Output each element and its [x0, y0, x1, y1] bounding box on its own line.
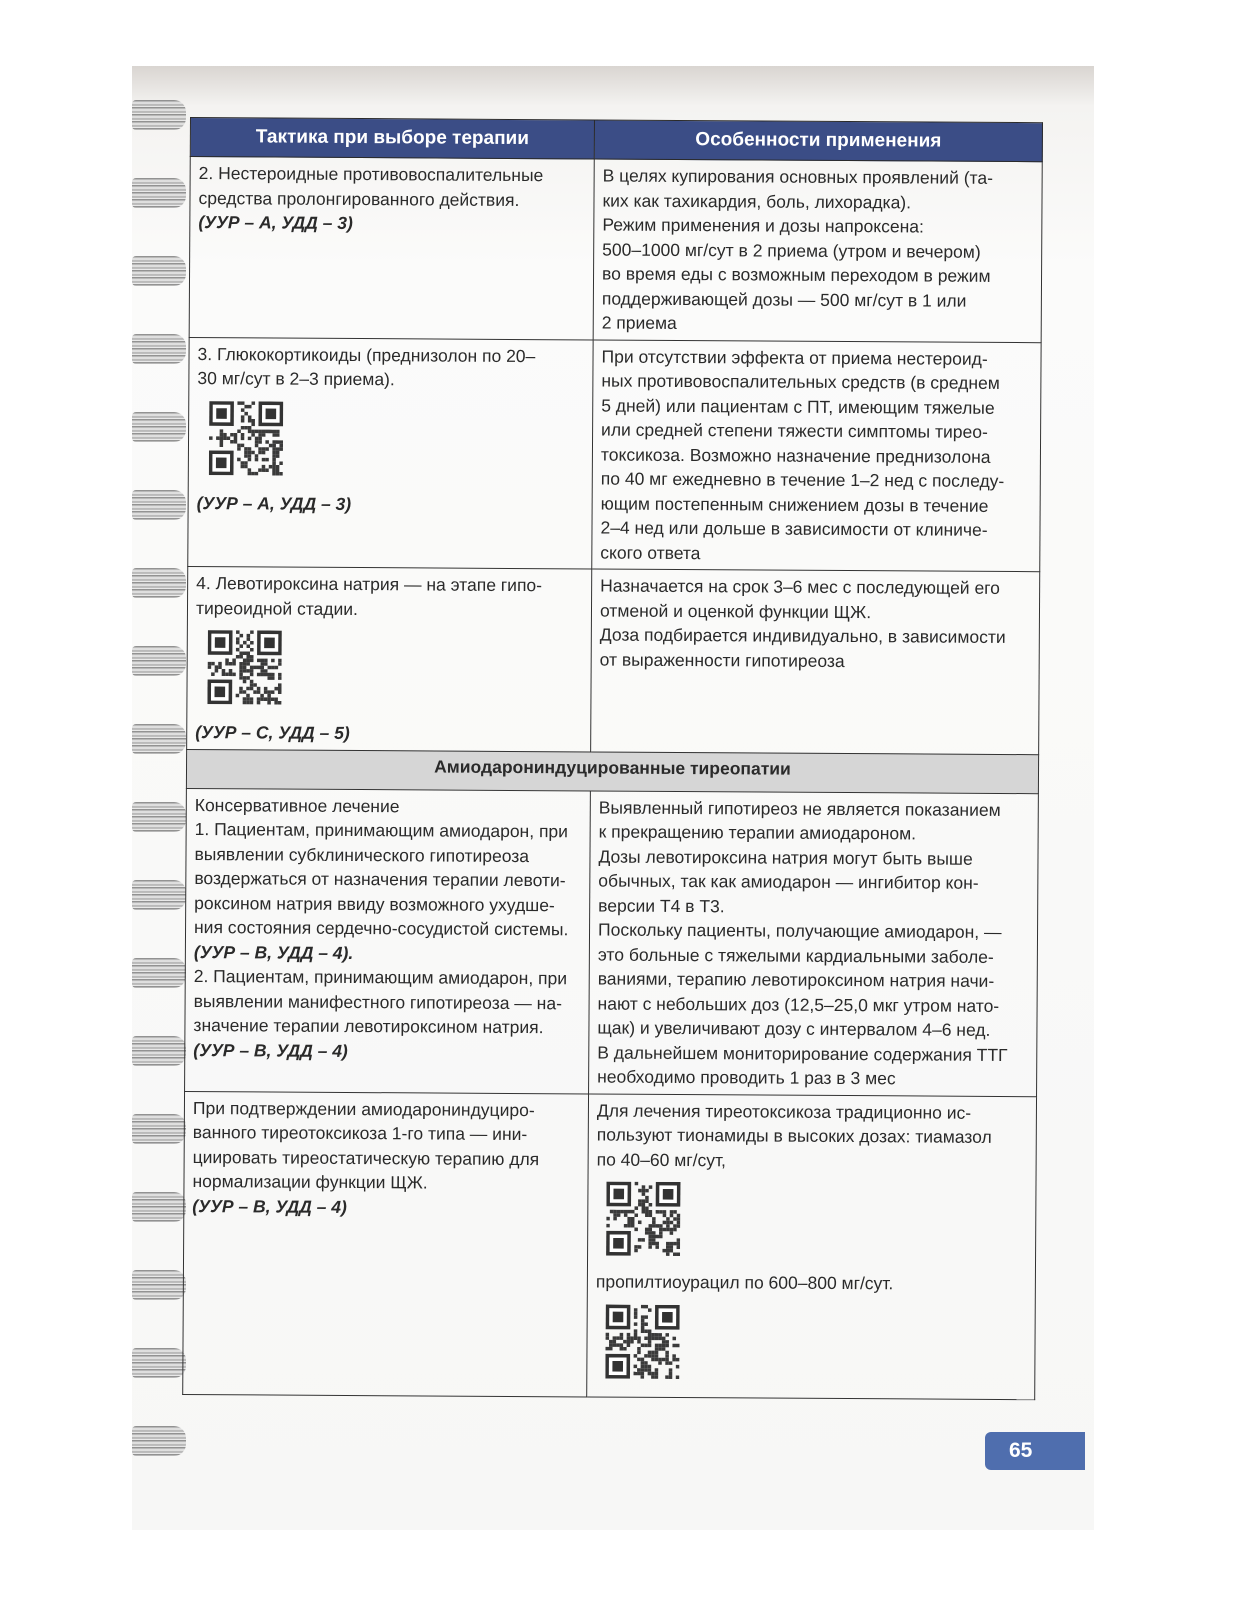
text-line: щак) и увеличивают дозу с интервалом 4–6 нед.: [597, 1017, 991, 1040]
table-cell-tactics: [185, 788, 591, 1093]
text-line: 2–4 нед или дольше в зависимости от клиниче-: [600, 517, 988, 540]
text-line: ваниями, терапию левотироксином натрия начи-: [597, 968, 995, 991]
text-line: от выраженности гипотиреоза: [599, 649, 845, 671]
text-line: выявлении манифестного гипотиреоза — на-: [193, 990, 563, 1013]
table-cell-tactics: [183, 1091, 589, 1396]
text-line: 4. Левотироксина натрия — на этапе гипо-: [196, 573, 543, 596]
text-line: Доза подбирается индивидуально, в зависимости: [599, 624, 1006, 647]
table-cell-tactics: [189, 157, 594, 340]
table-row: [189, 157, 1042, 343]
text-line: это больные с тяжелыми кардиальными заболе-: [597, 944, 994, 967]
therapy-table: [182, 117, 1043, 1400]
table-header-row: [190, 118, 1042, 162]
text-line: поддерживающей дозы — 500 мг/сут в 1 или: [601, 288, 967, 311]
evidence-grade: (УУР – В, УДД – 4): [193, 1039, 348, 1061]
evidence-grade: (УУР – В, УДД – 4): [192, 1195, 347, 1217]
text-line: При подтверждении амиодарониндуциро-: [192, 1097, 535, 1120]
text-line: версии Т4 в Т3.: [598, 895, 725, 916]
text-line: При отсутствии эффекта от приема нестероид-: [601, 346, 988, 369]
text-line: нают с небольших доз (12,5–25,0 мкг утром нато-: [597, 993, 1000, 1016]
text-line: 2 приема: [601, 312, 677, 333]
table-cell-features: [593, 159, 1042, 342]
text-line: циировать тиреостатическую терапию для: [192, 1146, 540, 1169]
text-line: Поскольку пациенты, получающие амиодарон, —: [597, 919, 1002, 942]
text-line: пользуют тионамиды в высоких дозах: тиамазол: [596, 1124, 992, 1147]
qr-code-icon[interactable]: [209, 401, 283, 475]
text-line: В дальнейшем мониторирование содержания ТТГ: [597, 1042, 1008, 1065]
text-line: средства пролонгированного действия.: [198, 187, 520, 210]
qr-code-icon[interactable]: [605, 1304, 679, 1378]
table-cell-features: [589, 790, 1039, 1096]
text-line: воздержаться от назначения терапии левоти-: [194, 868, 566, 891]
text-line: 1. Пациентам, принимающим амиодарон, при: [194, 819, 569, 842]
header-features: Особенности применения: [594, 120, 1042, 162]
table-row: [187, 566, 1040, 754]
text-line: значение терапии левотироксином натрия.: [193, 1015, 544, 1038]
text-line: 30 мг/сут в 2–3 приема).: [197, 368, 395, 390]
table-cell-tactics: [188, 337, 593, 569]
text-line: В целях купирования основных проявлений (та-: [602, 165, 994, 188]
text-line: Консервативное лечение: [194, 794, 400, 816]
text-line: ющим постепенным снижением дозы в течение: [600, 493, 989, 516]
text-line: ванного тиреотоксикоза 1-го типа — ини-: [192, 1122, 528, 1145]
text-line: 3. Глюкокортикоиды (преднизолон по 20–: [197, 343, 536, 366]
text-line: выявлении субклинического гипотиреоза: [194, 843, 530, 866]
evidence-grade: (УУР – С, УДД – 5): [195, 722, 350, 743]
text-line: необходимо проводить 1 раз в 3 мес: [597, 1066, 896, 1089]
text-line: ния состояния сердечно-сосудистой системы.: [193, 917, 569, 940]
text-line: пропилтиоурацил по 600–800 мг/сут.: [595, 1271, 894, 1294]
table-row: [185, 788, 1039, 1096]
text-line: отменой и оценкой функции ЩЖ.: [599, 600, 872, 622]
page-number: 65: [985, 1432, 1085, 1470]
evidence-grade: (УУР – А, УДД – 3): [196, 492, 352, 514]
text-line: ких как тахикардия, боль, лихорадка).: [602, 190, 912, 212]
evidence-grade: (УУР – В, УДД – 4).: [193, 941, 354, 963]
table-cell-features: [591, 569, 1040, 754]
evidence-grade: (УУР – А, УДД – 3): [198, 212, 353, 233]
text-line: нормализации функции ЩЖ.: [192, 1171, 428, 1193]
text-line: Выявленный гипотиреоз не является показанием: [598, 797, 1001, 820]
text-line: Назначается на срок 3–6 мес с последующей его: [600, 575, 1001, 598]
text-line: 2. Нестероидные противовоспалительные: [198, 163, 544, 186]
text-line: обычных, так как амиодарон — ингибитор кон-: [598, 870, 979, 893]
text-line: или средней степени тяжести симптомы тирео-: [601, 419, 988, 442]
text-line: во время еды с возможным переходом в режим: [601, 263, 991, 286]
text-line: 5 дней) или пациентам с ПТ, имеющим тяжелые: [601, 395, 995, 418]
text-line: тиреоидной стадии.: [195, 597, 358, 619]
qr-code-icon[interactable]: [606, 1182, 680, 1256]
text-line: по 40–60 мг/сут,: [596, 1149, 727, 1170]
text-line: Для лечения тиреотоксикоза традиционно ис-: [596, 1100, 972, 1123]
table-cell-features: [592, 339, 1041, 571]
text-line: по 40 мг ежедневно в течение 1–2 нед с последу-: [600, 468, 1005, 491]
table-cell-features: [587, 1093, 1037, 1399]
text-line: 2. Пациентам, принимающим амиодарон, при: [193, 966, 568, 989]
section-row: [186, 749, 1038, 793]
section-title: Амиодарониндуцированные тиреопатии: [186, 749, 1038, 793]
text-line: ского ответа: [600, 542, 701, 563]
qr-code-icon[interactable]: [207, 630, 281, 704]
text-line: токсикоза. Возможно назначение преднизолона: [600, 444, 991, 467]
text-line: Режим применения и дозы напроксена:: [602, 214, 924, 237]
table-row: [183, 1091, 1037, 1399]
table-cell-tactics: [187, 566, 592, 751]
text-line: к прекращению терапии амиодароном.: [598, 821, 917, 844]
text-line: ных противовоспалительных средств (в среднем: [601, 370, 1000, 393]
text-line: роксином натрия ввиду возможного ухудше-: [194, 892, 555, 915]
table-row: [188, 337, 1041, 572]
text-line: Дозы левотироксина натрия могут быть выше: [598, 846, 973, 869]
spiral-binding: [132, 100, 188, 1520]
header-tactics: Тактика при выборе терапии: [190, 118, 594, 159]
text-line: 500–1000 мг/сут в 2 приема (утром и вечером): [602, 239, 981, 262]
